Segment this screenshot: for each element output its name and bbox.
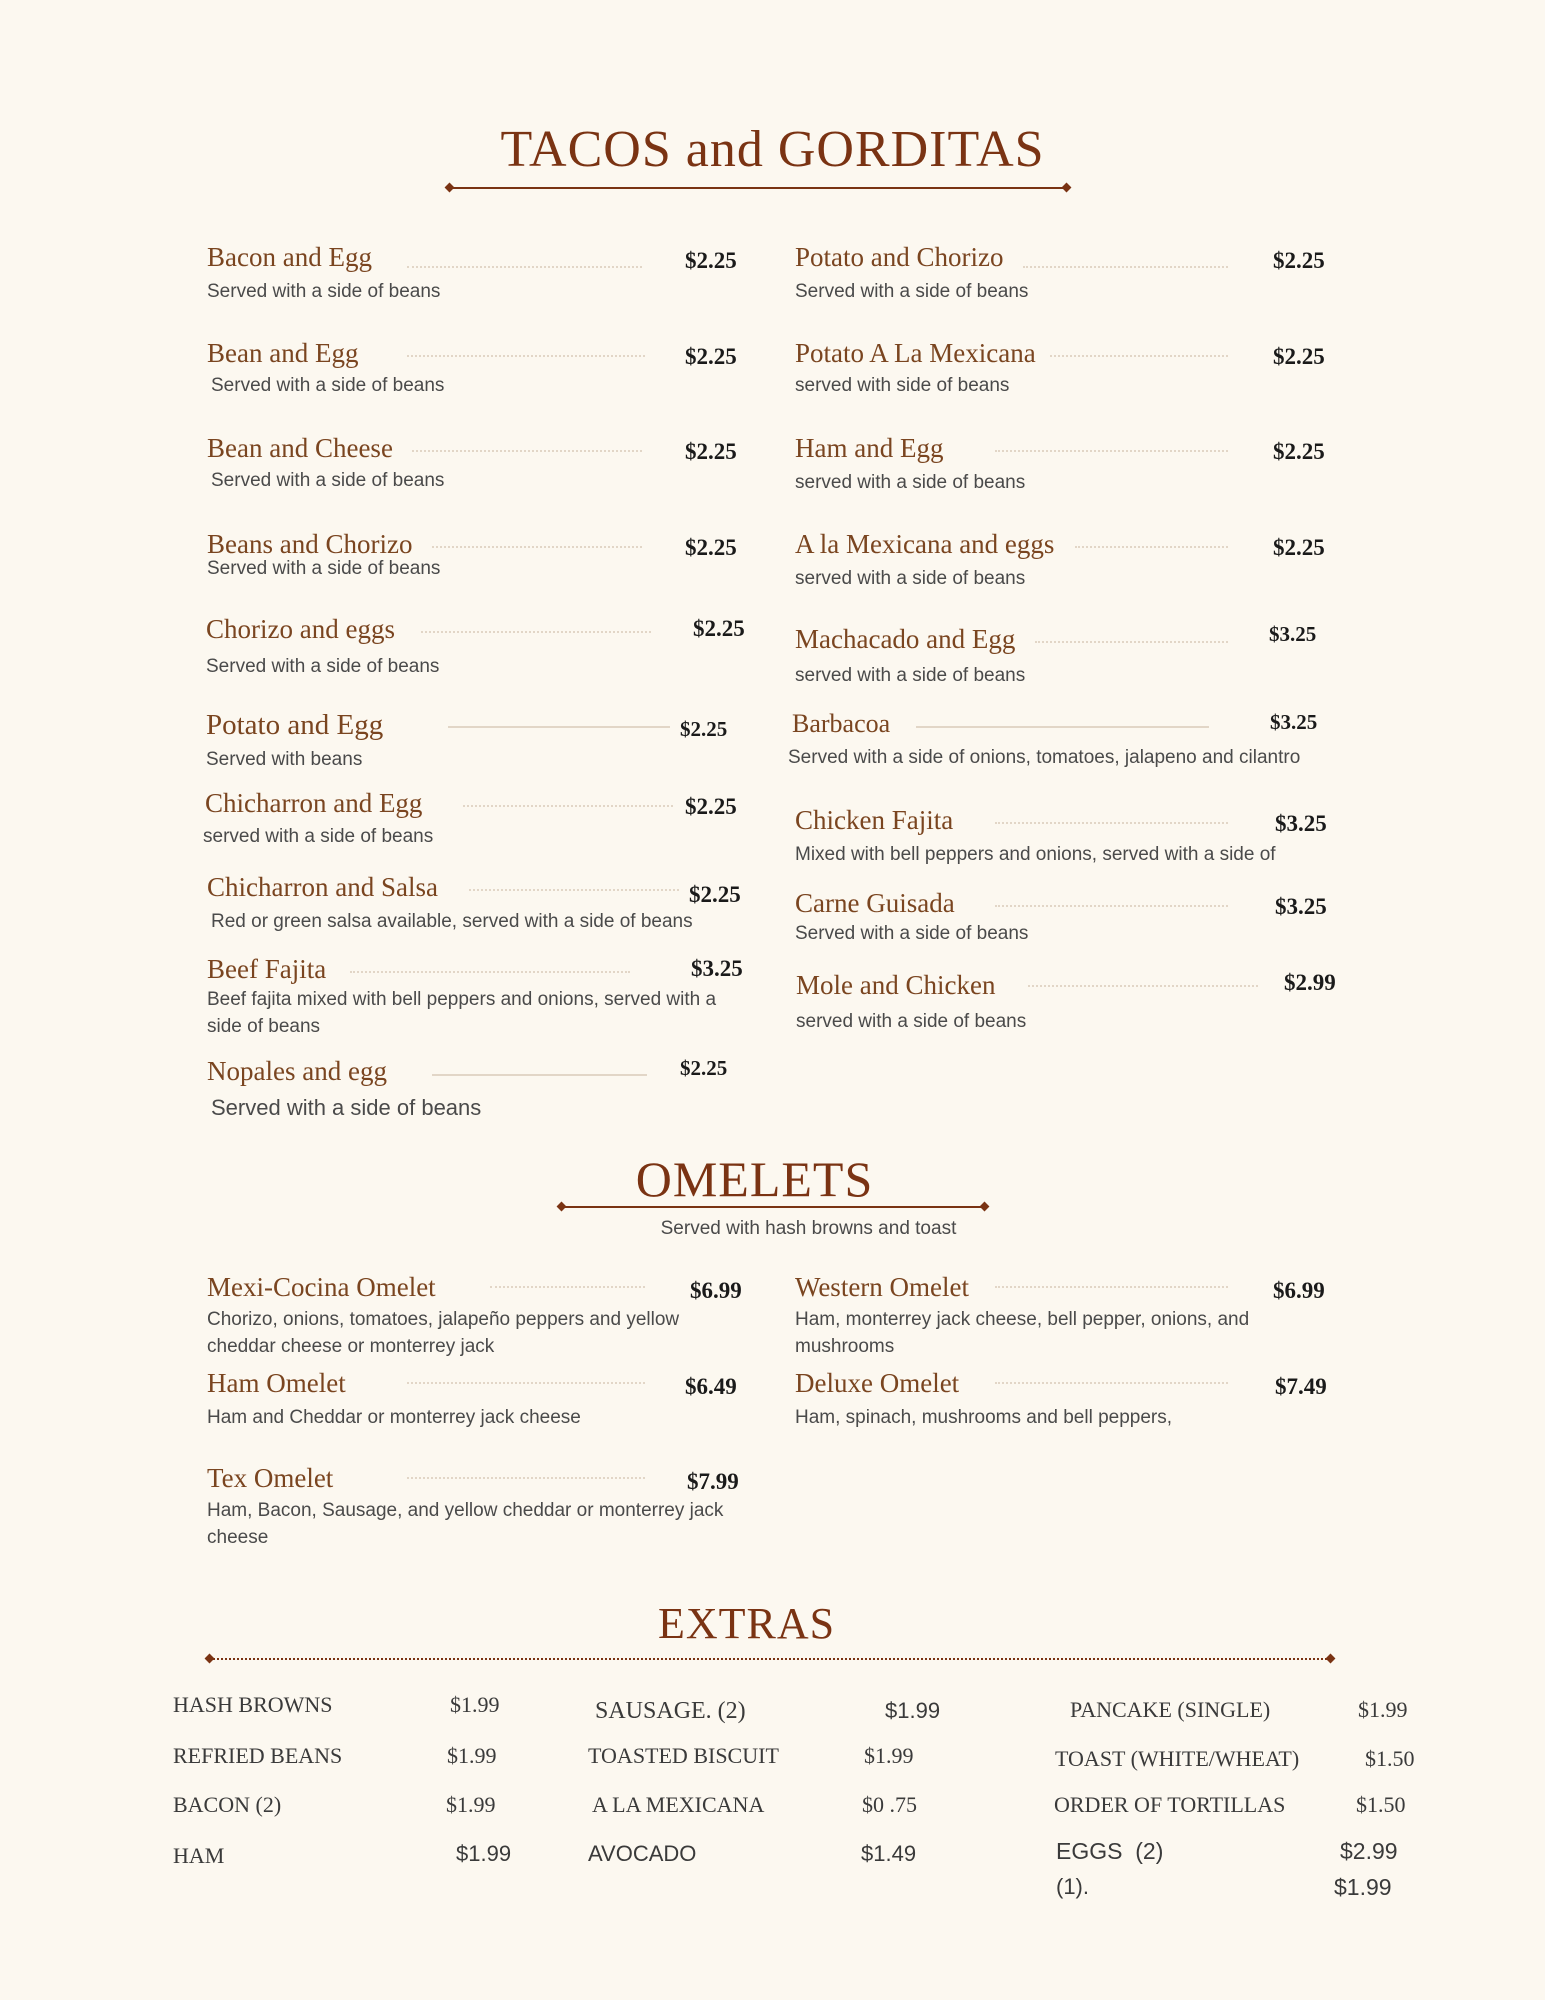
extra-item-price: $1.99 — [1334, 1874, 1392, 1900]
menu-item — [795, 805, 1355, 875]
leader-dots — [1050, 355, 1228, 357]
menu-item — [203, 788, 748, 858]
extras-title-rule — [210, 1658, 1330, 1660]
extra-item-price: $1.99 — [864, 1743, 914, 1768]
item-description: Ham, spinach, mushrooms and bell peppers, — [795, 1407, 1173, 1428]
menu-item — [796, 970, 1346, 1040]
item-description: Served with beans — [206, 749, 363, 770]
item-name: Potato and Egg — [206, 709, 384, 741]
menu-item — [207, 529, 747, 599]
leader-dots — [432, 1074, 647, 1076]
leader-dots — [432, 546, 642, 548]
item-price: $3.25 — [1275, 811, 1327, 836]
menu-item — [207, 1368, 747, 1438]
extra-item-price: $1.50 — [1365, 1746, 1415, 1771]
extra-item-price: $1.99 — [446, 1792, 496, 1817]
item-price: $7.49 — [1275, 1374, 1327, 1399]
item-description: Served with a side of beans — [211, 470, 445, 491]
menu-item — [795, 338, 1335, 408]
item-name: Tex Omelet — [207, 1463, 334, 1493]
leader-dots — [995, 1286, 1228, 1288]
extras-title: EXTRAS — [657, 1599, 836, 1648]
item-description: served with side of beans — [795, 375, 1010, 396]
item-description: served with a side of beans — [203, 826, 434, 847]
menu-item — [795, 529, 1335, 599]
item-name: Ham and Egg — [795, 433, 944, 463]
item-name: Mole and Chicken — [796, 970, 996, 1000]
item-description: Served with a side of beans — [211, 375, 445, 396]
item-description: Served with a side of onions, tomatoes, jalapeno and cilantro — [788, 747, 1301, 768]
menu-item — [207, 242, 747, 312]
menu-item — [207, 1056, 752, 1126]
leader-dots — [1035, 641, 1228, 643]
item-description: Served with a side of beans — [206, 656, 440, 677]
item-description: served with a side of beans — [795, 472, 1026, 493]
extra-item-name: (1). — [1056, 1874, 1089, 1899]
item-price: $2.25 — [685, 794, 737, 819]
item-name: Bean and Cheese — [207, 433, 393, 463]
item-description: Ham and Cheddar or monterrey jack cheese — [207, 1407, 581, 1428]
omelets-title-rule — [562, 1206, 984, 1208]
item-name: Bacon and Egg — [207, 242, 372, 272]
leader-dots — [407, 1382, 645, 1384]
menu-item — [207, 433, 747, 503]
item-price: $2.25 — [685, 248, 737, 273]
leader-dots — [421, 631, 651, 633]
item-price: $3.25 — [1270, 710, 1318, 734]
extra-item-name: A LA MEXICANA — [592, 1792, 765, 1817]
menu-item — [207, 1463, 747, 1553]
extra-item-price: $1.99 — [1358, 1697, 1408, 1722]
item-name: A la Mexicana and eggs — [795, 529, 1055, 559]
leader-dots — [448, 726, 670, 728]
menu-item — [207, 954, 752, 1044]
extra-item-name: TOAST (WHITE/WHEAT) — [1055, 1746, 1300, 1771]
item-name: Beef Fajita — [207, 954, 327, 984]
item-name: Carne Guisada — [795, 888, 955, 918]
item-price: $2.25 — [1273, 535, 1325, 560]
item-name: Bean and Egg — [207, 338, 359, 368]
item-price: $6.49 — [685, 1374, 737, 1399]
leader-dots — [412, 450, 642, 452]
item-price: $2.25 — [680, 717, 728, 741]
item-price: $2.25 — [1273, 344, 1325, 369]
menu-item — [207, 1272, 747, 1362]
menu-item — [795, 433, 1335, 503]
item-price: $2.25 — [693, 616, 745, 641]
item-description: served with a side of beans — [796, 1011, 1027, 1032]
extra-item-name: BACON (2) — [173, 1792, 282, 1817]
item-description: Served with a side of beans — [795, 923, 1029, 944]
leader-dots — [350, 971, 630, 973]
item-price: $7.99 — [687, 1469, 739, 1494]
tacos-title: TACOS and GORDITAS — [500, 121, 1045, 178]
tacos-title-rule — [450, 187, 1066, 189]
item-name: Mexi-Cocina Omelet — [207, 1272, 436, 1302]
leader-dots — [916, 726, 1209, 728]
leader-dots — [407, 266, 642, 268]
item-price: $3.25 — [1275, 894, 1327, 919]
extra-item-price: $2.99 — [1340, 1838, 1398, 1864]
item-description: Ham, monterrey jack cheese, bell pepper, onions, and mushrooms — [795, 1309, 1250, 1357]
item-price: $6.99 — [1273, 1278, 1325, 1303]
item-description: Ham, Bacon, Sausage, and yellow cheddar or monterrey jack cheese — [207, 1500, 724, 1548]
item-name: Chicharron and Egg — [205, 788, 423, 818]
extra-item-name: AVOCADO — [588, 1841, 697, 1866]
item-name: Ham Omelet — [207, 1368, 346, 1398]
item-description: Served with a side of beans — [211, 1095, 482, 1120]
menu-item — [206, 709, 746, 779]
menu-item — [788, 709, 1338, 799]
extra-item-name: SAUSAGE. (2) — [595, 1698, 746, 1724]
item-description: served with a side of beans — [795, 568, 1026, 589]
leader-dots — [1028, 985, 1258, 987]
extra-item-name: HAM — [173, 1843, 225, 1868]
menu-item — [206, 614, 756, 684]
item-name: Machacado and Egg — [795, 624, 1016, 654]
leader-dots — [1075, 546, 1228, 548]
extra-item-name: ORDER OF TORTILLAS — [1054, 1792, 1286, 1817]
extra-item-price: $1.99 — [885, 1698, 941, 1723]
item-description: Beef fajita mixed with bell peppers and onions, served with a side of beans — [207, 989, 717, 1037]
item-price: $6.99 — [690, 1278, 742, 1303]
item-name: Chorizo and eggs — [206, 614, 395, 644]
extra-item-price: $1.49 — [861, 1841, 917, 1866]
item-price: $2.25 — [685, 535, 737, 560]
leader-dots — [995, 1382, 1228, 1384]
item-price: $2.25 — [689, 882, 741, 907]
menu-item — [795, 624, 1335, 694]
item-price: $2.25 — [685, 439, 737, 464]
leader-dots — [995, 450, 1228, 452]
extra-item-name: TOASTED BISCUIT — [588, 1743, 779, 1768]
item-description: Served with a side of beans — [207, 281, 441, 302]
omelets-title: OMELETS — [635, 1151, 874, 1207]
item-name: Chicken Fajita — [795, 805, 954, 835]
item-price: $3.25 — [691, 956, 743, 981]
menu-item — [795, 1272, 1335, 1362]
item-price: $2.25 — [1273, 439, 1325, 464]
extra-item-price: $1.99 — [447, 1743, 497, 1768]
item-name: Barbacoa — [792, 709, 891, 738]
item-description: Red or green salsa available, served with a side of beans — [211, 911, 693, 932]
leader-dots — [490, 1286, 645, 1288]
item-name: Western Omelet — [795, 1272, 970, 1302]
omelets-subtitle: Served with hash browns and toast — [660, 1218, 957, 1239]
item-description: Served with a side of beans — [207, 558, 441, 579]
leader-dots — [469, 889, 679, 891]
item-description: Served with a side of beans — [795, 281, 1029, 302]
item-name: Chicharron and Salsa — [207, 872, 438, 902]
extra-item-price: $1.50 — [1356, 1792, 1406, 1817]
item-name: Beans and Chorizo — [207, 529, 413, 559]
item-description: Mixed with bell peppers and onions, served with a side of — [795, 844, 1276, 865]
leader-dots — [407, 1477, 645, 1479]
leader-dots — [995, 822, 1228, 824]
leader-dots — [463, 805, 673, 807]
item-price: $2.25 — [1273, 248, 1325, 273]
item-name: Potato A La Mexicana — [795, 338, 1036, 368]
menu-item — [795, 1368, 1335, 1438]
item-name: Deluxe Omelet — [795, 1368, 960, 1398]
item-name: Nopales and egg — [207, 1056, 387, 1086]
extra-item-name: EGGS (2) — [1056, 1838, 1164, 1864]
extra-item-price: $1.99 — [456, 1841, 512, 1866]
extra-item-name: PANCAKE (SINGLE) — [1070, 1697, 1271, 1722]
menu-item — [207, 338, 747, 408]
extra-item-price: $0 .75 — [862, 1792, 917, 1817]
menu-item — [207, 872, 757, 942]
leader-dots — [1023, 266, 1228, 268]
extra-item-price: $1.99 — [450, 1692, 500, 1717]
menu-item — [795, 242, 1335, 312]
menu-item — [795, 888, 1335, 958]
extra-item-name: HASH BROWNS — [173, 1692, 333, 1717]
leader-dots — [995, 905, 1228, 907]
item-price: $3.25 — [1269, 622, 1317, 646]
item-description: Chorizo, onions, tomatoes, jalapeño peppers and yellow cheddar cheese or monterrey jack — [207, 1309, 680, 1357]
item-name: Potato and Chorizo — [795, 242, 1004, 272]
extra-item-name: REFRIED BEANS — [173, 1743, 343, 1768]
item-price: $2.25 — [680, 1056, 728, 1080]
leader-dots — [407, 355, 645, 357]
item-price: $2.99 — [1284, 970, 1336, 995]
item-description: served with a side of beans — [795, 665, 1026, 686]
item-price: $2.25 — [685, 344, 737, 369]
